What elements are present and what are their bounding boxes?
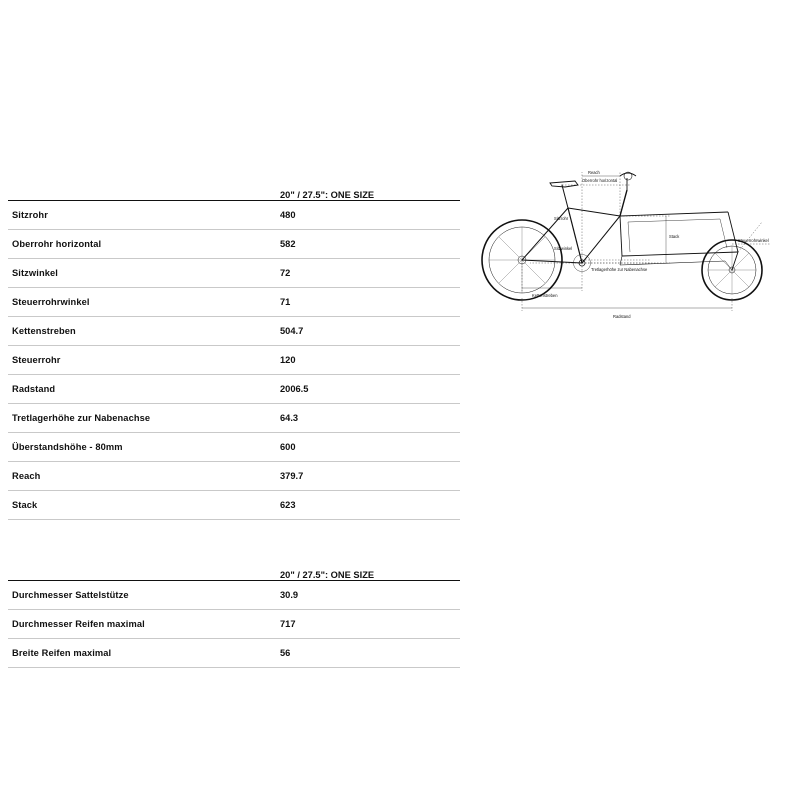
table-row <box>8 230 460 259</box>
components-header-size: 20" / 27.5": ONE SIZE <box>274 552 460 581</box>
seat-post <box>562 185 568 208</box>
row-label: Überstandshöhe - 80mm <box>8 433 274 462</box>
row-label: Kettenstreben <box>8 317 274 346</box>
row-label: Reach <box>8 462 274 491</box>
dimension-lines <box>522 172 770 311</box>
cargo-inner-rear <box>628 222 630 252</box>
row-value: 72 <box>274 259 460 288</box>
table-row <box>8 317 460 346</box>
cargo-bottom-rail <box>622 252 738 256</box>
cargo-inner-rail <box>628 219 720 222</box>
row-label: Tretlagerhöhe zur Nabenachse <box>8 404 274 433</box>
components-table-header-row <box>8 552 460 581</box>
row-value: 30.9 <box>274 581 460 610</box>
table-row <box>8 375 460 404</box>
row-value: 56 <box>274 639 460 668</box>
table-row <box>8 610 460 639</box>
label-stack: Stack <box>669 234 680 239</box>
label-radstand: Radstand <box>613 314 631 319</box>
row-value: 504.7 <box>274 317 460 346</box>
table-row <box>8 491 460 520</box>
table-row <box>8 433 460 462</box>
row-value: 623 <box>274 491 460 520</box>
label-oberrohr-horizontal: Oberrohr horizontal <box>582 178 618 183</box>
label-sitzwinkel: Sitzwinkel <box>554 246 573 251</box>
table-row <box>8 462 460 491</box>
row-label: Radstand <box>8 375 274 404</box>
row-value: 600 <box>274 433 460 462</box>
down-tube <box>582 216 620 263</box>
table-row <box>8 639 460 668</box>
table-row <box>8 201 460 230</box>
table-row <box>8 581 460 610</box>
saddle <box>550 181 578 187</box>
specs-section <box>8 172 460 668</box>
table-row <box>8 259 460 288</box>
head-tube <box>620 190 627 216</box>
chainstay <box>522 260 582 263</box>
row-value: 582 <box>274 230 460 259</box>
row-label: Oberrohr horizontal <box>8 230 274 259</box>
table-gap <box>8 520 460 552</box>
cargo-bike-geometry-diagram <box>470 160 790 330</box>
row-label: Sitzrohr <box>8 201 274 230</box>
components-header-label <box>8 552 274 581</box>
row-value: 71 <box>274 288 460 317</box>
cargo-top-rail <box>620 212 728 216</box>
row-value: 480 <box>274 201 460 230</box>
label-kettenstreben: Kettenstreben <box>532 293 558 298</box>
row-label: Steuerrohr <box>8 346 274 375</box>
table-row <box>8 404 460 433</box>
row-value: 64.3 <box>274 404 460 433</box>
row-value: 379.7 <box>274 462 460 491</box>
geometry-header-label <box>8 172 274 201</box>
row-label: Breite Reifen maximal <box>8 639 274 668</box>
geometry-table <box>8 172 460 520</box>
label-tretlagerhoehe: Tretlagerhöhe zur Nabenachse <box>591 267 648 272</box>
label-reach: Reach <box>588 170 600 175</box>
table-row <box>8 288 460 317</box>
top-tube <box>568 208 620 216</box>
front-fork <box>732 252 738 270</box>
table-row <box>8 346 460 375</box>
row-label: Sitzwinkel <box>8 259 274 288</box>
row-label: Durchmesser Sattelstütze <box>8 581 274 610</box>
cargo-rear-post <box>620 216 622 256</box>
steering-link <box>725 261 732 270</box>
row-value: 2006.5 <box>274 375 460 404</box>
row-label: Stack <box>8 491 274 520</box>
geometry-table-header-row <box>8 172 460 201</box>
label-sitzrohr: Sitzrohr <box>554 216 569 221</box>
cargo-inner-front <box>720 219 727 248</box>
row-label: Durchmesser Reifen maximal <box>8 610 274 639</box>
handlebar <box>620 173 636 176</box>
diagram-labels <box>532 170 769 319</box>
row-value: 717 <box>274 610 460 639</box>
cargo-floor-drop <box>620 256 622 265</box>
row-label: Steuerrohrwinkel <box>8 288 274 317</box>
components-table <box>8 552 460 668</box>
geometry-header-size: 20" / 27.5": ONE SIZE <box>274 172 460 201</box>
label-steuerrohrwinkel: Steuerrohrwinkel <box>738 238 769 243</box>
row-value: 120 <box>274 346 460 375</box>
